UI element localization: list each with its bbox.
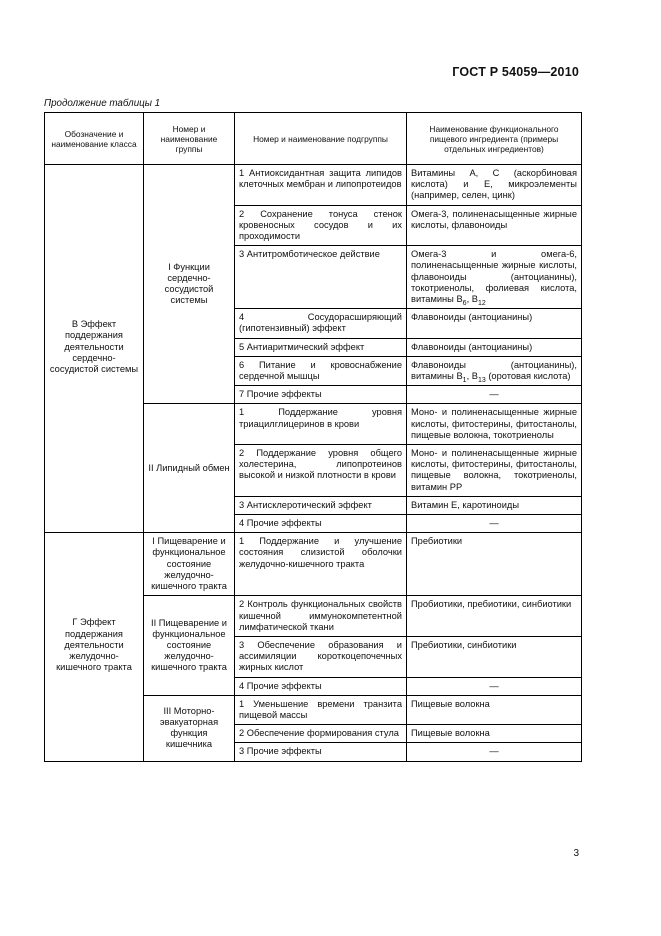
col-header-subgroup: Номер и наименование подгруппы: [235, 113, 407, 165]
subgroup-cell: 3 Антитромботическое действие: [235, 246, 407, 309]
ingredient-cell: Омега-3, полиненасыщенные жирные кислоты, флавоноиды: [407, 205, 582, 246]
ingredient-cell: Пребиотики, синбиотики: [407, 636, 582, 677]
ingredient-cell: Омега-3 и омега-6, полиненасыщенные жирные кислоты, флавоноиды (антоцианины), токотриенолы, фолиевая кислота, витамины $B_6$, $B_{12}$: [407, 246, 582, 309]
col-header-class: Обозначение и наименование класса: [45, 113, 144, 165]
subgroup-cell: 3 Антисклеротический эффект: [235, 496, 407, 514]
col-header-ingredient: Наименование функционального пищевого ингредиента (примеры отдельных ингредиентов): [407, 113, 582, 165]
table-row: [45, 165, 582, 206]
class-cell: В Эффект поддержания деятельности сердечно-сосудистой системы: [45, 165, 144, 533]
group-cell: III Моторно-эвакуаторная функция кишечника: [144, 695, 235, 761]
ingredient-cell: Флавоноиды (антоцианины): [407, 338, 582, 356]
ingredient-cell: Пробиотики, пребиотики, синбиотики: [407, 596, 582, 637]
table-header-row: [45, 113, 582, 165]
subgroup-cell: 3 Прочие эффекты: [235, 743, 407, 761]
subgroup-cell: 1 Поддержание уровня триацилглицеринов в крови: [235, 404, 407, 445]
subgroup-cell: 4 Сосудорасширяющий (гипотензивный) эффект: [235, 309, 407, 338]
functional-ingredients-table: [44, 112, 582, 762]
ingredient-cell: Моно- и полиненасыщенные жирные кислоты, фитостерины, фитостанолы, пищевые волокна, токотриенолы: [407, 404, 582, 445]
group-cell: I Пищеварение и функциональное состояние желудочно-кишечного тракта: [144, 533, 235, 596]
subgroup-cell: 3 Обеспечение образования и ассимиляции короткоцепочечных жирных кислот: [235, 636, 407, 677]
subgroup-cell: 2 Контроль функциональных свойств кишечной иммунокомпетентной лимфатической ткани: [235, 596, 407, 637]
ingredient-cell: —: [407, 743, 582, 761]
ingredient-cell: Моно- и полиненасыщенные жирные кислоты, фитостерины, фитостанолы, пищевые волокна, токотриенолы, витамин РР: [407, 445, 582, 497]
ingredient-cell: —: [407, 515, 582, 533]
subgroup-cell: 6 Питание и кровоснабжение сердечной мышцы: [235, 356, 407, 385]
ingredient-cell: Флавоноиды (антоцианины), витамины $B_1$, $B_{13}$ (оротовая кислота): [407, 356, 582, 385]
subgroup-cell: 1 Поддержание и улучшение состояния слизистой оболочки желудочно-кишечного тракта: [235, 533, 407, 596]
subgroup-cell: 4 Прочие эффекты: [235, 515, 407, 533]
subgroup-cell: 7 Прочие эффекты: [235, 386, 407, 404]
subgroup-cell: 2 Поддержание уровня общего холестерина, липопротеинов высокой и низкой плотности в крови: [235, 445, 407, 497]
ingredient-cell: —: [407, 386, 582, 404]
ingredient-cell: Витамины А, С (аскорбиновая кислота) и Е, микроэлементы (например, селен, цинк): [407, 165, 582, 206]
group-cell: I Функции сердечно-сосудистой системы: [144, 165, 235, 404]
standard-code: ГОСТ Р 54059—2010: [452, 65, 579, 79]
ingredient-cell: Флавоноиды (антоцианины): [407, 309, 582, 338]
table-caption: Продолжение таблицы 1: [44, 98, 161, 109]
subgroup-cell: 2 Обеспечение формирования стула: [235, 725, 407, 743]
subgroup-cell: 1 Уменьшение времени транзита пищевой массы: [235, 695, 407, 724]
col-header-group: Номер и наименование группы: [144, 113, 235, 165]
table-row: [45, 533, 582, 596]
subgroup-cell: 4 Прочие эффекты: [235, 677, 407, 695]
page-number: 3: [573, 848, 579, 859]
ingredient-cell: Пищевые волокна: [407, 695, 582, 724]
class-cell: Г Эффект поддержания деятельности желудочно-кишечного тракта: [45, 533, 144, 761]
ingredient-cell: Пребиотики: [407, 533, 582, 596]
subgroup-cell: 5 Антиаритмический эффект: [235, 338, 407, 356]
group-cell: II Липидный обмен: [144, 404, 235, 533]
ingredient-cell: Пищевые волокна: [407, 725, 582, 743]
group-cell: II Пищеварение и функциональное состояние желудочно-кишечного тракта: [144, 596, 235, 695]
ingredient-cell: —: [407, 677, 582, 695]
table-body: [45, 165, 582, 762]
ingredient-cell: Витамин Е, каротиноиды: [407, 496, 582, 514]
subgroup-cell: 2 Сохранение тонуса стенок кровеносных сосудов и их проходимости: [235, 205, 407, 246]
subgroup-cell: 1 Антиоксидантная защита липидов клеточных мембран и липопротеидов: [235, 165, 407, 206]
